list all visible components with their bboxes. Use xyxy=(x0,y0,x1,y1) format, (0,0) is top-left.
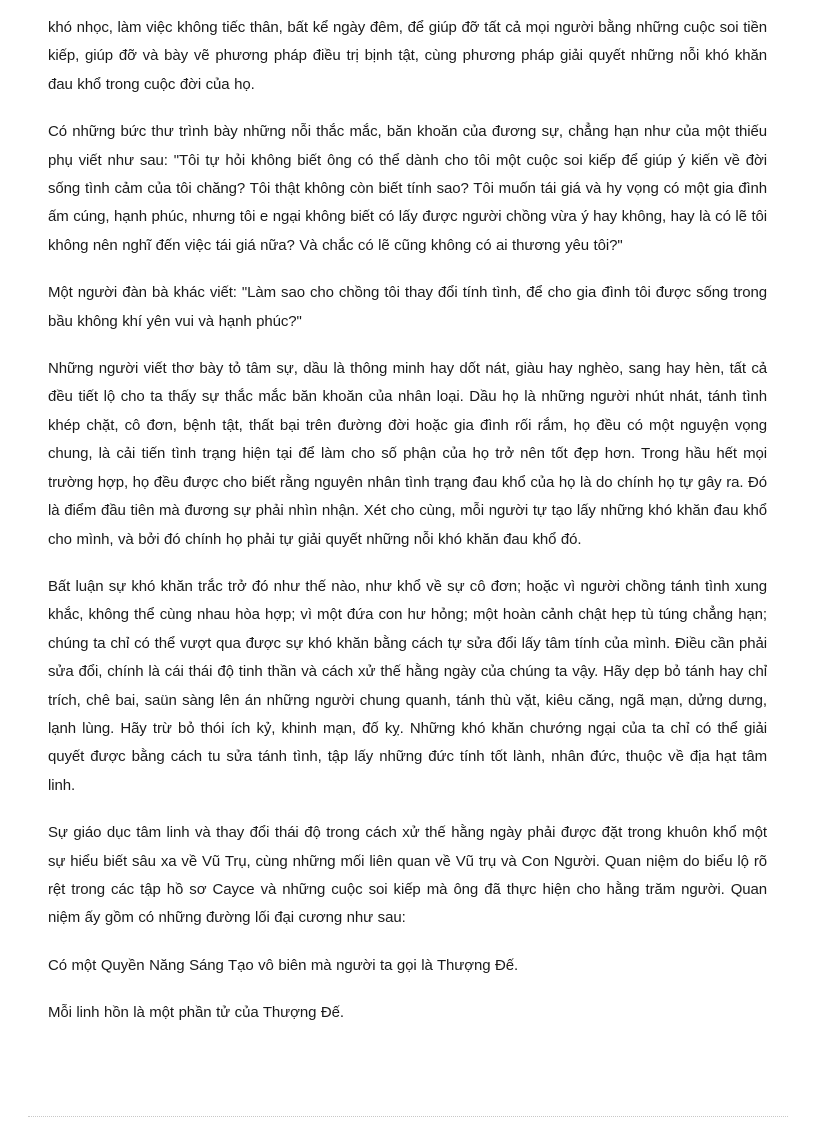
paragraph-8: Mỗi linh hồn là một phần tử của Thượng Đế. xyxy=(48,1004,344,1022)
paragraph-1: khó nhọc, làm việc không tiếc thân, bất kể ngày đêm, để giúp đỡ tất cả mọi người bằng những cuộc soi tiền kiếp, giúp đỡ và bày vẽ phương pháp điều trị bịnh tật, cùng phương pháp giải quyết những nỗi khó khăn đau khổ trong cuộc đời của họ. xyxy=(48,19,767,93)
paragraph-6: Sự giáo dục tâm linh và thay đổi thái độ trong cách xử thế hằng ngày phải được đặt trong khuôn khổ một sự hiểu biết sâu xa về Vũ Trụ, cùng những mối liên quan về Vũ trụ và Con Người. Quan niệm do biểu lộ rõ rệt trong các tập hồ sơ Cayce và những cuộc soi kiếp mà ông đã thực hiện cho hằng trăm người. Quan niệm ấy gồm có những đường lối đại cương như sau: xyxy=(48,824,767,927)
paragraph-7: Có một Quyền Năng Sáng Tạo vô biên mà người ta gọi là Thượng Đế. xyxy=(48,956,519,974)
paragraph-4: Những người viết thơ bày tỏ tâm sự, dầu là thông minh hay dốt nát, giàu hay nghèo, sang hay hèn, tất cả đều tiết lộ cho ta thấy sự thắc mắc băn khoăn của nhân loại. Dầu họ là những người nhút nhát, tánh tình khép chặt, cô đơn, bệnh tật, thất bại trên đường đời hoặc gia đình rối rắm, họ đều có một nguyện vọng chung, là cải tiến tình trạng hiện tại để làm cho số phận của họ trở nên tốt đẹp hơn. Trong hầu hết mọi trường hợp, họ đều được cho biết rằng nguyên nhân tình trạng đau khổ của họ là do chính họ tự gây ra. Đó là điểm đầu tiên mà đương sự phải nhìn nhận. Xét cho cùng, mỗi người tự tạo lấy những khó khăn đau khổ cho mình, và bởi đó chính họ phải tự giải quyết những nỗi khó khăn đau khổ đó. xyxy=(48,360,767,548)
document-page xyxy=(48,14,767,1047)
paragraph-5: Bất luận sự khó khăn trắc trở đó như thế nào, như khổ về sự cô đơn; hoặc vì người chồng tánh tình xung khắc, không thể cùng nhau hòa hợp; vì một đứa con hư hỏng; một hoàn cảnh chật hẹp tù túng chẳng hạn; chúng ta chỉ có thể vượt qua được sự khó khăn bằng cách tự sửa đổi lấy tâm tính của mình. Điều cần phải sửa đổi, chính là cái thái độ tinh thần và cách xử thế hằng ngày của chúng ta vậy. Hãy dẹp bỏ tánh hay chỉ trích, chê bai, saün sàng lên án những người chung quanh, tánh thù vặt, kiêu căng, ngã mạn, dửng dưng, lạnh lùng. Hãy trừ bỏ thói ích kỷ, khinh mạn, đố kỵ. Những khó khăn chướng ngại của ta chỉ có thể giải quyết được bằng cách tu sửa tánh tình, tập lấy những đức tính tốt lành, nhân đức, thuộc về địa hạt tâm linh. xyxy=(48,577,767,794)
paragraph-2: Có những bức thư trình bày những nỗi thắc mắc, băn khoăn của đương sự, chẳng hạn như của một thiếu phụ viết như sau: "Tôi tự hỏi không biết ông có thể dành cho tôi một cuộc soi kiếp để giúp ý kiến về đời sống tình cảm của tôi chăng? Tôi thật không còn biết tính sao? Tôi muốn tái giá và hy vọng có một gia đình ấm cúng, hạnh phúc, nhưng tôi e ngại không biết có lấy được người chồng vừa ý hay không, hay là có lẽ tôi không nên nghĩ đến việc tái giá nữa? Và chắc có lẽ cũng không có ai thương yêu tôi?" xyxy=(48,123,767,254)
page-bottom-divider xyxy=(28,1116,788,1117)
paragraph-3: Một người đàn bà khác viết: "Làm sao cho chồng tôi thay đổi tính tình, để cho gia đình tôi được sống trong bầu không khí yên vui và hạnh phúc?" xyxy=(48,284,767,330)
